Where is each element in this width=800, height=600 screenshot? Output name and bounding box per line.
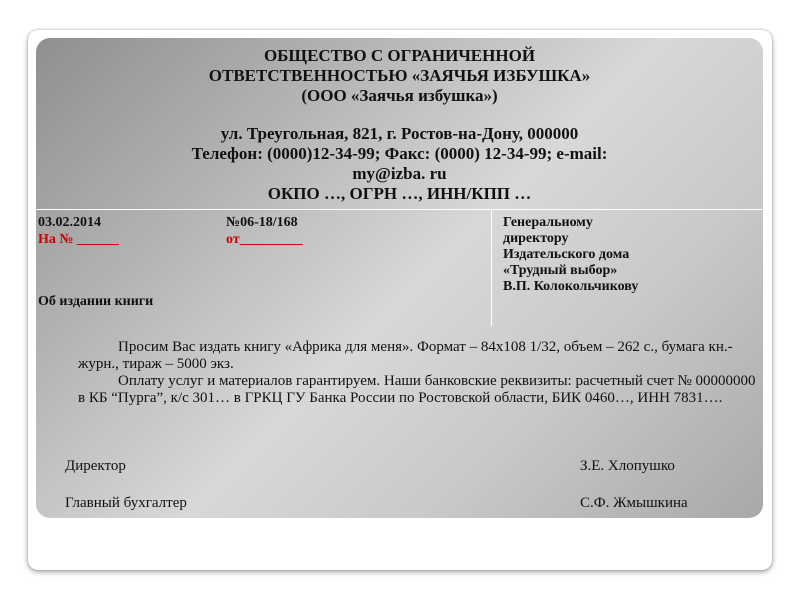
letterhead xyxy=(36,38,763,208)
addressee-line: Генеральному xyxy=(503,215,593,230)
addressee-line: «Трудный выбор» xyxy=(503,263,618,278)
accountant-name: С.Ф. Жмышкина xyxy=(580,495,688,511)
letter-date: 03.02.2014 xyxy=(38,215,101,230)
director-name: З.Е. Хлопушко xyxy=(580,458,675,474)
letter-subject: Об издании книги xyxy=(38,294,154,309)
letter-number: №06-18/168 xyxy=(226,215,298,230)
letter-document xyxy=(36,38,763,518)
addressee-line: Издательского дома xyxy=(503,247,630,262)
accountant-role: Главный бухгалтер xyxy=(65,495,187,511)
org-contacts-line2: my@izba. ru xyxy=(352,164,447,183)
requisites-divider xyxy=(491,209,492,326)
org-name-line1: ОБЩЕСТВО С ОГРАНИЧЕННОЙ xyxy=(263,46,536,65)
addressee-block xyxy=(503,215,758,295)
org-codes: ОКПО …, ОГРН …, ИНН/КПП … xyxy=(267,184,532,203)
org-contacts-line1: Телефон: (0000)12-34-99; Факс: (0000) 12-34-99; e-mail: xyxy=(191,144,608,163)
body-paragraph: Просим Вас издать книгу «Африка для меня». Формат – 84х108 1/32, объем – 262 с., бумага кн.-журн., тираж – 5000 экз. xyxy=(78,339,733,372)
reference-date: от_________ xyxy=(226,232,303,247)
org-address: ул. Треугольная, 821, г. Ростов-на-Дону, 000000 xyxy=(220,124,579,143)
letter-body xyxy=(78,339,758,407)
org-short-name: (ООО «Заячья избушка») xyxy=(301,86,498,105)
addressee-line: директору xyxy=(503,231,569,246)
org-name-line2: ОТВЕТСТВЕННОСТЬЮ «ЗАЯЧЬЯ ИЗБУШКА» xyxy=(208,66,591,85)
reference-number: На № ______ xyxy=(38,232,119,247)
addressee-line: В.П. Колокольчикову xyxy=(503,279,639,294)
director-role: Директор xyxy=(65,458,126,474)
body-paragraph: Оплату услуг и материалов гарантируем. Наши банковские реквизиты: расчетный счет № 00000000 в КБ “Пурга”, к/с 301… в ГРКЦ ГУ Банка России по Ростовской области, БИК 0460…, ИНН 7831…. xyxy=(78,373,756,406)
